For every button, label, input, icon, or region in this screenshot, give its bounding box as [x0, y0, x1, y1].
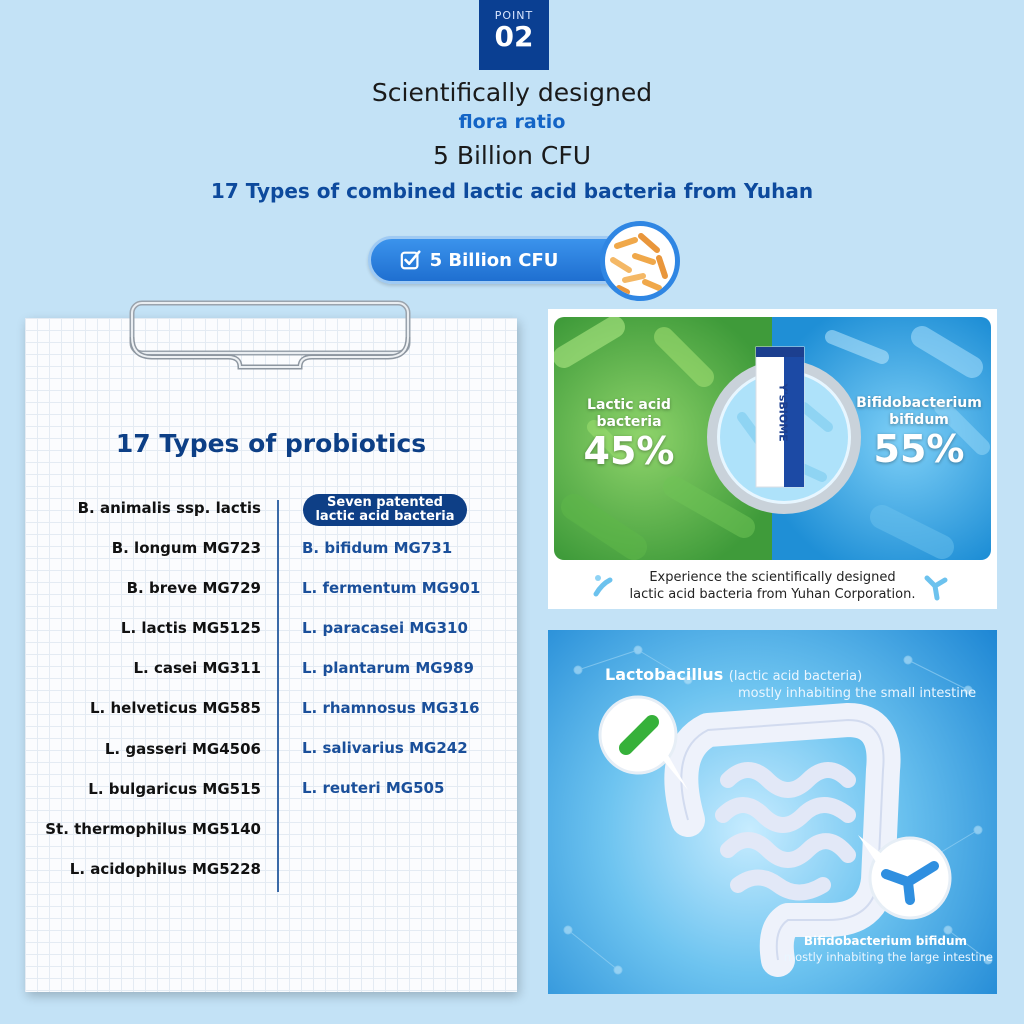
product-brand: Y'sBIOME [776, 383, 790, 442]
lactobacillus-title [605, 665, 862, 684]
patented-badge-line2: lactic acid bacteria [315, 509, 455, 524]
intestine-panel [548, 630, 997, 994]
bacteria-illustration [600, 221, 680, 301]
bifidobacterium-title: Bifidobacterium bifidum [803, 934, 967, 948]
headline-line4: 17 Types of combined lactic acid bacteria from Yuhan [210, 179, 814, 203]
list-item: L. fermentum MG901 [302, 579, 481, 597]
ratio-illustration [554, 317, 991, 560]
list-item: L. acidophilus MG5228 [69, 859, 261, 878]
list-item: L. paracasei MG310 [302, 619, 468, 637]
lactic-acid-percent: 45% [583, 429, 675, 473]
lactobacillus-paren: (lactic acid bacteria) [728, 669, 863, 684]
patented-badge [303, 494, 467, 526]
lactic-acid-label [564, 397, 694, 471]
list-item: L. casei MG311 [133, 659, 261, 678]
ratio-caption-line1: Experience the scientifically designed [649, 570, 896, 585]
list-item: L. bulgaricus MG515 [88, 779, 261, 798]
probiotics-title: 17 Types of probiotics [115, 429, 427, 458]
checkbox-icon [400, 249, 422, 271]
patented-strains-list [302, 538, 512, 818]
bifidobacterium-subtitle: mostly inhabiting the large intestine [783, 950, 993, 964]
list-item: B. bifidum MG731 [302, 539, 453, 557]
bifidobacterium-line1: Bifidobacterium [856, 395, 982, 411]
bifidobacterium-label [854, 395, 984, 469]
lactic-acid-line1: Lactic acid [587, 397, 671, 413]
list-item: St. thermophilus MG5140 [45, 819, 261, 838]
y-bacteria-deco-icon [921, 572, 951, 602]
list-item: L. lactis MG5125 [120, 619, 261, 638]
list-item: L. salivarius MG242 [302, 739, 468, 757]
bifidobacterium-percent: 55% [873, 427, 965, 471]
point-number: 02 [494, 20, 534, 53]
point-badge [479, 0, 549, 70]
list-item: L. reuteri MG505 [302, 779, 445, 797]
lactic-acid-line2: bacteria [596, 414, 662, 430]
list-item: B. breve MG729 [126, 579, 261, 598]
headline-line1: Scientifically designed [371, 78, 653, 107]
list-item: L. rhamnosus MG316 [302, 699, 480, 717]
list-item: L. helveticus MG585 [89, 699, 261, 718]
cfu-badge-label: 5 Billion CFU [429, 249, 559, 271]
cfu-badge [368, 236, 630, 284]
patented-badge-line1: Seven patented [327, 495, 443, 510]
headline-line2: flora ratio [458, 111, 566, 133]
common-strains-list [30, 498, 261, 899]
lactobacillus-subtitle: mostly inhabiting the small intestine [738, 686, 977, 701]
list-item: L. gasseri MG4506 [104, 739, 261, 758]
point-label: POINT [494, 9, 534, 22]
ratio-caption-line2: lactic acid bacteria from Yuhan Corporation. [629, 587, 916, 602]
clipboard-clip-icon [128, 297, 412, 375]
bifidobacterium-line2: bifidum [889, 412, 949, 428]
headline-line3: 5 Billion CFU [432, 141, 591, 170]
list-item: L. plantarum MG989 [302, 659, 474, 677]
bacteria-icon [605, 226, 675, 296]
list-divider [277, 500, 279, 892]
list-item: B. animalis ssp. lactis [77, 499, 261, 517]
lactobacillus-name: Lactobacillus [605, 665, 724, 684]
list-item: B. longum MG723 [111, 539, 261, 558]
